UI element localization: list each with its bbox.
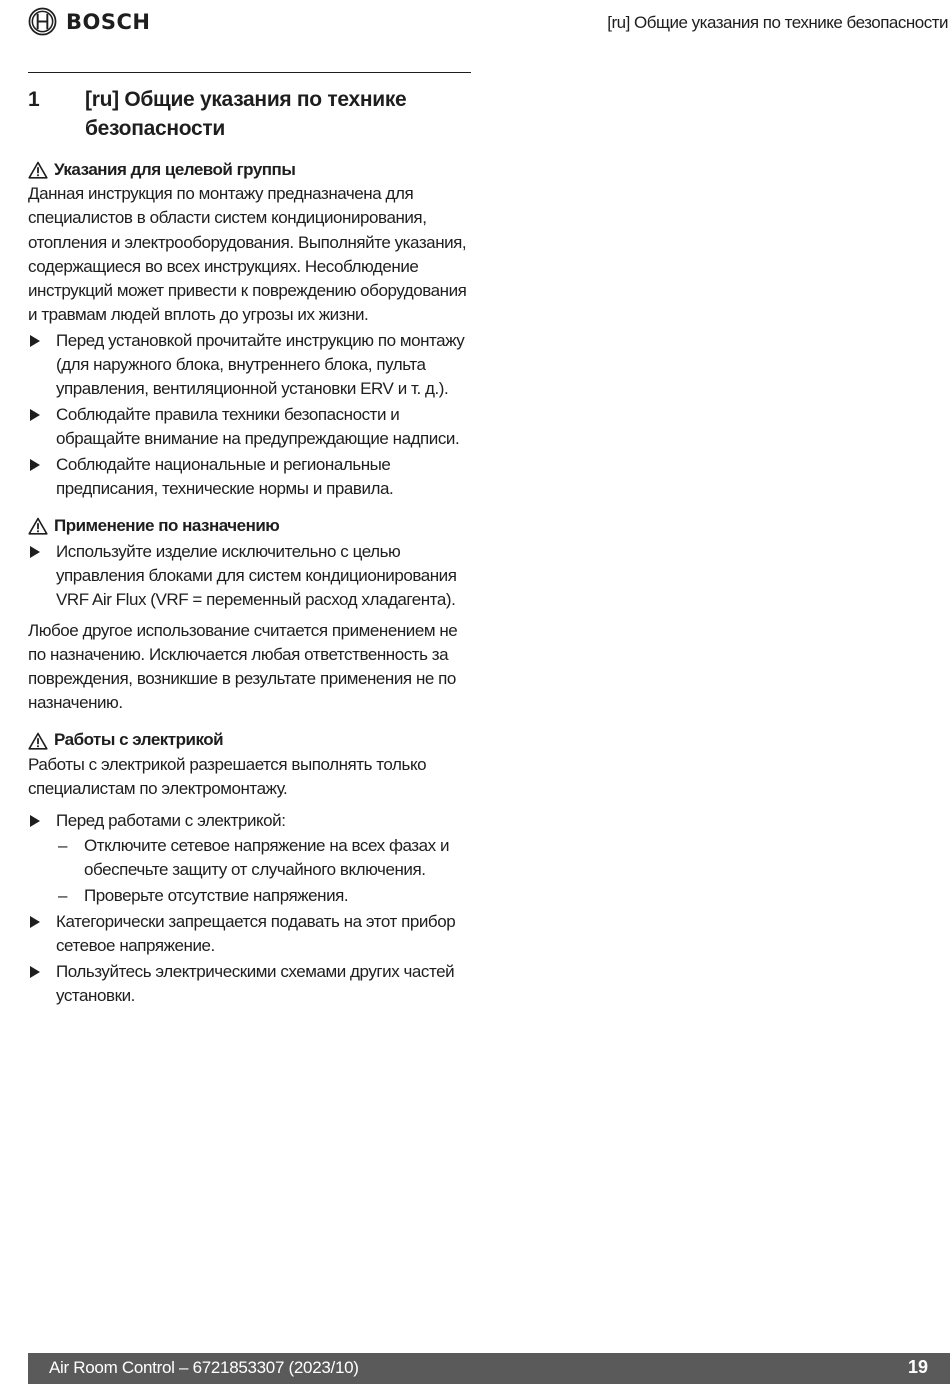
warning-triangle-icon: [28, 161, 48, 179]
bosch-armature-logo-icon: [28, 7, 57, 36]
list-item-text: Соблюдайте национальные и региональные предписания, технические нормы и правила.: [56, 454, 394, 499]
page-number: 19: [907, 1357, 928, 1377]
sub-list-item: [28, 884, 471, 908]
list-item-text: Категорически запрещается подавать на этот прибор сетевое напряжение.: [56, 911, 456, 956]
triangle-bullet-icon: [30, 916, 40, 928]
header-divider: [28, 72, 471, 73]
chapter-number: 1: [28, 88, 40, 111]
brand-name: BOSCH: [66, 9, 151, 34]
triangle-bullet-icon: [30, 966, 40, 978]
list-item: [28, 540, 471, 613]
section-heading-text: Применение по назначению: [54, 516, 280, 536]
list-item-text: Перед установкой прочитайте инструкцию по монтажу (для наружного блока, внутреннего блока, пульта управления, вентиляционной установки ERV и т. д.).: [56, 330, 465, 399]
dash-bullet-icon: –: [58, 886, 68, 906]
paragraph: Любое другое использование считается применением не по назначению. Исключается любая ответственность за повреждения, возникшие в результате применения не по назначению.: [28, 620, 458, 713]
paragraph: Данная инструкция по монтажу предназначена для специалистов в области систем кондиционирования, отопления и электрооборудования. Выполняйте указания, содержащиеся во всех инструкциях. Несоблюдение инструкций может привести к повреждению оборудования и травмам людей вплоть до угрозы их жизни.: [28, 184, 467, 325]
list-item-text: Соблюдайте правила техники безопасности и обращайте внимание на предупреждающие надписи.: [56, 405, 460, 449]
chapter-heading: [28, 85, 471, 143]
section-heading-intended-use: [28, 514, 471, 538]
list-item: [28, 960, 471, 1008]
triangle-bullet-icon: [30, 335, 40, 347]
list-item: [28, 453, 471, 501]
triangle-bullet-icon: [30, 546, 40, 558]
content-column: [28, 158, 471, 1008]
triangle-bullet-icon: [30, 409, 40, 421]
list-item-text: Перед работами с электрикой:: [56, 810, 286, 830]
warning-triangle-icon: [28, 517, 48, 535]
list-item: [28, 329, 471, 402]
triangle-bullet-icon: [30, 459, 40, 471]
paragraph: Работы с электрикой разрешается выполнять только специалистам по электромонтажу.: [28, 754, 427, 798]
list-item: [28, 403, 471, 451]
list-item-text: Используйте изделие исключительно с целью управления блоками для систем кондиционирования VRF Air Flux (VRF = переменный расход хладагента).: [56, 542, 457, 610]
page-footer: [28, 1353, 950, 1384]
list-item: [28, 910, 471, 958]
sub-list-item-text: Отключите сетевое напряжение на всех фазах и обеспечьте защиту от случайного включения.: [84, 836, 450, 880]
footer-document-id: Air Room Control – 6721853307 (2023/10): [49, 1358, 359, 1377]
sub-list-item-text: Проверьте отсутствие напряжения.: [84, 886, 349, 906]
list-item: [28, 809, 471, 833]
section-heading-text: Указания для целевой группы: [54, 160, 296, 179]
brand-logo: [28, 7, 150, 36]
running-header: [ru] Общие указания по технике безопасности: [607, 13, 948, 32]
warning-triangle-icon: [28, 732, 48, 750]
section-heading-target-group: [28, 158, 471, 182]
chapter-title: [ru] Общие указания по технике безопасности: [85, 88, 407, 140]
dash-bullet-icon: –: [58, 836, 68, 856]
sub-list-item: [28, 834, 471, 882]
section-heading-text: Работы с электрикой: [54, 730, 224, 750]
section-heading-electrical: [28, 728, 471, 752]
triangle-bullet-icon: [30, 815, 40, 827]
list-item-text: Пользуйтесь электрическими схемами других частей установки.: [56, 961, 455, 1005]
